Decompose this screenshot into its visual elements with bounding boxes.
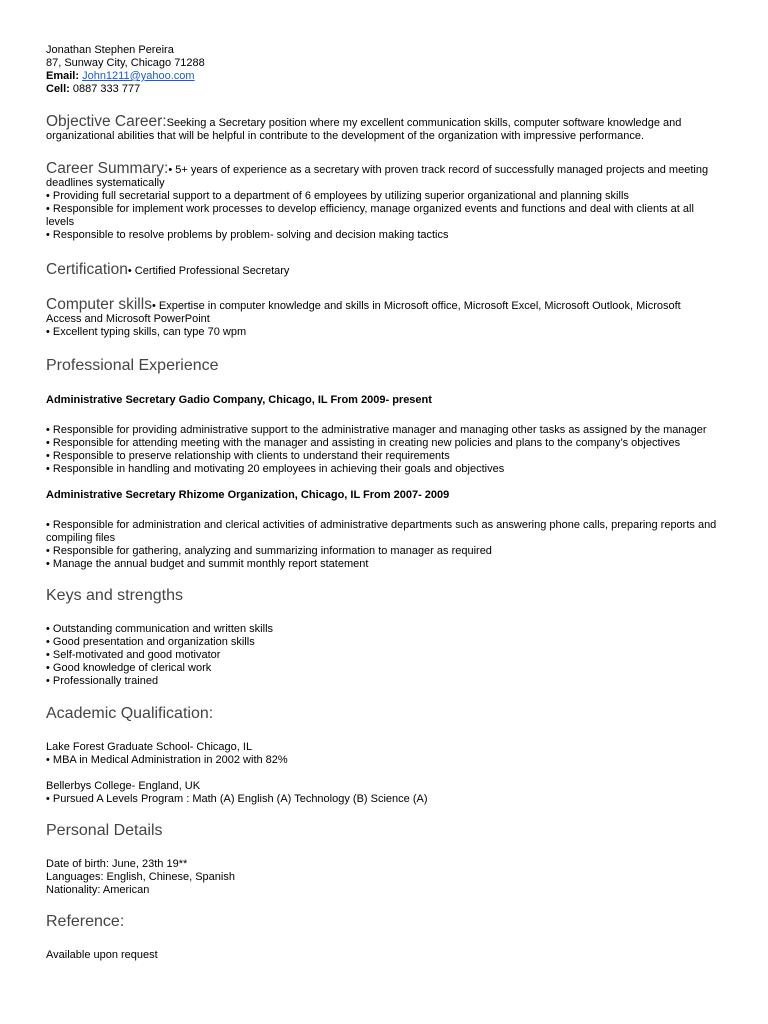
summary-first-line: • 5+ years of experience as a secretary with proven track record of successfully managed projects and meeting bbox=[168, 164, 709, 176]
certification-text: • Certified Professional Secretary bbox=[127, 265, 290, 277]
reference-heading: Reference: bbox=[46, 913, 125, 930]
computer-skills-heading: Computer skills bbox=[46, 296, 152, 313]
job-title: Administrative Secretary Rhizome Organization, Chicago, IL From 2007- 2009 bbox=[46, 489, 450, 501]
summary-first-line-cont: deadlines systematically bbox=[46, 177, 165, 189]
summary-bullet-cont: levels bbox=[46, 216, 75, 228]
objective-section bbox=[46, 115, 726, 143]
job-duty: • Responsible for providing administrative support to the administrative manager and managing other tasks as assigned by the manager bbox=[46, 424, 707, 436]
certification-section bbox=[46, 263, 726, 278]
objective-heading: Objective Career: bbox=[46, 113, 167, 130]
computer-skills-line1-cont: Access and Microsoft PowerPoint bbox=[46, 313, 210, 325]
email-label: Email: bbox=[46, 70, 80, 82]
contact-address: 87, Sunway City, Chicago 71288 bbox=[46, 57, 205, 69]
contact-email-row bbox=[46, 70, 726, 83]
job-duties bbox=[46, 519, 726, 571]
summary-section bbox=[46, 162, 726, 242]
academic-heading: Academic Qualification: bbox=[46, 705, 214, 722]
reference-section bbox=[46, 949, 726, 962]
school-detail: • MBA in Medical Administration in 2002 with 82% bbox=[46, 754, 288, 766]
job-duty: • Responsible in handling and motivating 20 employees in achieving their goals and objectives bbox=[46, 463, 505, 475]
cell-label: Cell: bbox=[46, 83, 70, 95]
computer-skills-section bbox=[46, 298, 726, 339]
cell-number: 0887 333 777 bbox=[72, 83, 141, 95]
strengths-heading: Keys and strengths bbox=[46, 587, 183, 604]
strength-item: • Self-motivated and good motivator bbox=[46, 649, 221, 661]
job-title: Administrative Secretary Gadio Company, Chicago, IL From 2009- present bbox=[46, 394, 432, 406]
job-duty-cont: compiling files bbox=[46, 532, 116, 544]
summary-bullet: • Responsible to resolve problems by problem- solving and decision making tactics bbox=[46, 229, 449, 241]
reference-text: Available upon request bbox=[46, 949, 158, 961]
certification-heading: Certification bbox=[46, 261, 128, 278]
summary-bullet: • Providing full secretarial support to a department of 6 employees by utilizing superior organizational and planning skills bbox=[46, 190, 629, 202]
strength-item: • Good knowledge of clerical work bbox=[46, 662, 212, 674]
academic-school-1 bbox=[46, 741, 726, 767]
personal-dob: Date of birth: June, 23th 19** bbox=[46, 858, 188, 870]
strength-item: • Good presentation and organization skills bbox=[46, 636, 255, 648]
summary-bullet: • Responsible for implement work processes to develop efficiency, manage organized events and functions and deal with clients at all bbox=[46, 203, 694, 215]
school-detail: • Pursued A Levels Program : Math (A) English (A) Technology (B) Science (A) bbox=[46, 793, 428, 805]
job-duty: • Manage the annual budget and summit monthly report statement bbox=[46, 558, 369, 570]
school-name: Lake Forest Graduate School- Chicago, IL bbox=[46, 741, 253, 753]
contact-block bbox=[46, 44, 726, 96]
contact-cell-row bbox=[46, 83, 726, 96]
computer-skills-bullet: • Excellent typing skills, can type 70 wpm bbox=[46, 326, 247, 338]
computer-skills-line1: • Expertise in computer knowledge and skills in Microsoft office, Microsoft Excel, Microsoft Outlook, Microsoft bbox=[151, 300, 681, 312]
objective-text-line2: organizational abilities that will be helpful in contribute to the development of the organization with impressive performance. bbox=[46, 130, 645, 142]
strength-item: • Outstanding communication and written skills bbox=[46, 623, 274, 635]
strength-item: • Professionally trained bbox=[46, 675, 159, 687]
job-duty: • Responsible to preserve relationship with clients to understand their requirements bbox=[46, 450, 450, 462]
job-duty: • Responsible for attending meeting with the manager and assisting in creating new policies and plans to the company’s objectives bbox=[46, 437, 681, 449]
email-link[interactable]: John1211@yahoo.com bbox=[82, 70, 195, 82]
objective-text-line1: Seeking a Secretary position where my excellent communication skills, computer software knowledge and bbox=[166, 117, 682, 129]
academic-school-2 bbox=[46, 780, 726, 806]
strengths-list bbox=[46, 623, 726, 688]
experience-heading: Professional Experience bbox=[46, 357, 219, 374]
school-name: Bellerbys College- England, UK bbox=[46, 780, 201, 792]
job-duties bbox=[46, 424, 726, 476]
summary-heading: Career Summary: bbox=[46, 160, 169, 177]
personal-heading: Personal Details bbox=[46, 822, 163, 839]
job-duty: • Responsible for administration and clerical activities of administrative departments such as answering phone calls, preparing reports and bbox=[46, 519, 717, 531]
personal-nationality: Nationality: American bbox=[46, 884, 150, 896]
personal-languages: Languages: English, Chinese, Spanish bbox=[46, 871, 235, 883]
contact-name: Jonathan Stephen Pereira bbox=[46, 44, 174, 56]
job-duty: • Responsible for gathering, analyzing and summarizing information to manager as required bbox=[46, 545, 492, 557]
personal-details bbox=[46, 858, 726, 897]
